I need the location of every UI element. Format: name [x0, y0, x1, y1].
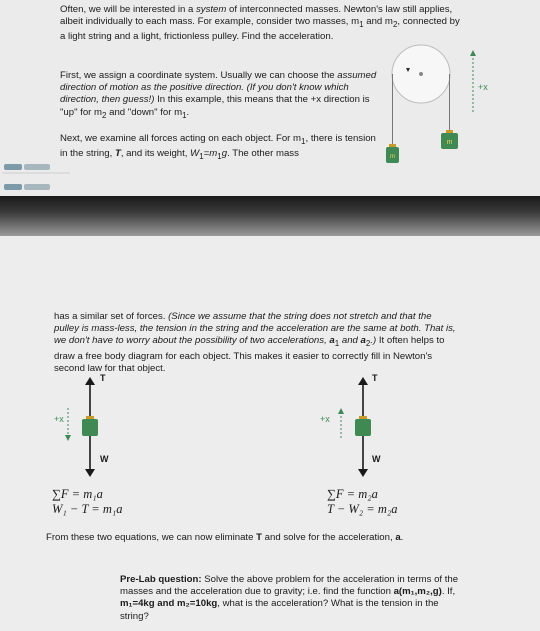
page-top: [0, 0, 540, 196]
fbd2-weight-label: W: [372, 454, 381, 464]
page-gap: [0, 196, 540, 236]
arrow-up-icon: [338, 408, 344, 414]
free-body-diagram-m1: [62, 376, 122, 486]
forces-paragraph: Next, we examine all forces acting on each object. For $m_1$, there is tension in the string, T, and its weight, $W_1=m_1g$. The other mass: [60, 133, 376, 162]
equations-m2: [327, 487, 397, 517]
mass-m2-icon: [355, 419, 371, 436]
car-sticker-icons: [2, 160, 72, 194]
weight-arrow-icon: [85, 469, 95, 477]
page-bottom: [0, 236, 540, 631]
intro-paragraph: Often, we will be interested in a system of interconnected masses. Newton's law still applies, albeit individually to each mass. For example, consider two masses, $m_1$ and $m_2$, connected by a light string and a light, frictionless pulley. Find the acceleration.: [60, 4, 460, 43]
sum-forces-m2: ∑F = m₂a: [327, 487, 378, 501]
mass-m1-icon: [82, 419, 98, 436]
fbd2-tension-label: T: [372, 373, 378, 383]
fbd1-tension-label: T: [100, 373, 106, 383]
newton-law-m2: T − W₂ = m₂a: [327, 502, 398, 516]
coordinate-paragraph: First, we assign a coordinate system. Usually we can choose the assumed direction of motion as the positive direction. (If you don't know which direction, then guess!) In this example, this means that the +x direction is "up" for $m_2$ and "down" for $m_1$.: [60, 70, 377, 120]
newton-law-m1: W₁ − T = m₁a: [52, 502, 123, 516]
tension-arrow-icon: [358, 377, 368, 385]
prelab-label: Pre-Lab question:: [120, 574, 202, 585]
tension-arrow-icon: [85, 377, 95, 385]
sum-forces-m1: ∑F = m₁a: [52, 487, 103, 501]
svg-text:m: m: [446, 139, 453, 146]
fbd2-plus-x: +x: [320, 414, 330, 424]
free-body-diagram-m2: [335, 376, 395, 486]
plus-x-label: +x: [478, 82, 488, 92]
prelab-question: Pre-Lab question: Solve the above problem for the acceleration in terms of the masses and the acceleration due to gravity; i.e. find the function a(m₁,m₂,g). If, m₁=4kg and m₂=10kg, what is the acceleration? What is the tension in the string?: [120, 574, 459, 622]
eliminate-paragraph: From these two equations, we can now eliminate T and solve for the acceleration, a.: [46, 532, 404, 543]
fbd1-plus-x: +x: [54, 414, 64, 424]
equations-m1: [52, 487, 122, 517]
arrow-up-icon: [470, 50, 476, 56]
pulley-diagram: [384, 44, 494, 164]
svg-text:m: m: [390, 154, 395, 160]
fbd1-weight-label: W: [100, 454, 109, 464]
similar-forces-paragraph: has a similar set of forces. (Since we assume that the string does not stretch and that the pulley is mass-less, the tension in the string and the acceleration are the same at both. That is, we don't have to worry about the possibility of two accelerations, $a_1$ and $a_2$.) It often helps to draw a free body diagram for each object. This makes it easier to correctly fill in Newton's second law for that object.: [54, 311, 456, 374]
arrow-down-icon: [65, 435, 71, 441]
weight-arrow-icon: [358, 469, 368, 477]
